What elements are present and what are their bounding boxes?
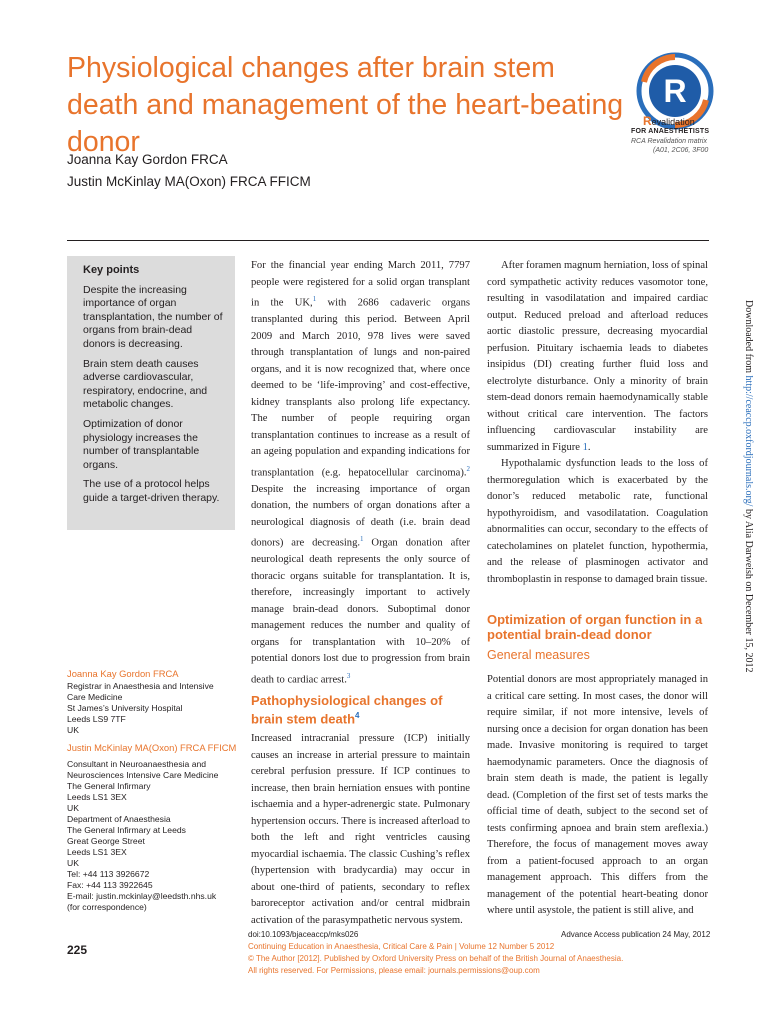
affiliation-line: Neurosciences Intensive Care Medicine (67, 770, 219, 780)
author-affiliations (67, 667, 237, 913)
affiliation-line: (for correspondence) (67, 902, 147, 912)
key-point: Optimization of donor physiology increases the number of transplantable organs. (83, 417, 200, 471)
affiliation-line: Great George Street (67, 836, 145, 846)
affiliation-line: St James’s University Hospital (67, 703, 183, 713)
advance-access-line: Advance Access publication 24 May, 2012 (561, 930, 711, 939)
affiliation-line: Leeds LS1 3EX (67, 792, 127, 802)
pathophysiology-paragraph: Increased intracranial pressure (ICP) initially causes an increase in arterial pressure to maintain cerebral perfusion pressure. If ICP continues to increase, then brain herniation ensues with pontine ischaemia and a hyper-adrenergic state. Pulmonary hypertension occurs. There is increased afterload to both the left and right ventricles causing myocardial ischaemia. The classic Cushing’s reflex (hypertension with bradycardia) may occur in about one-third of patients, secondary to reflex baroreceptor activation and/or central midbrain activation of the parasympathetic nervous system. (251, 733, 470, 926)
figure-ref[interactable]: 1 (582, 441, 588, 453)
body-column-3-bottom (487, 672, 708, 920)
revalidation-codes: (A01, 2C06, 3F00 (653, 147, 709, 154)
hypothalamic-paragraph: Hypothalamic dysfunction leads to the loss of thermoregulation which is exacerbated by the donor’s reduced metabolic rate, functional hypothyroidism, and vasodilatation. Coagulation abnormalities can occur, secondary to the effects of catecholamines on platelet function, hypothermia, and the release of plasminogen activator and thromboplastin in response to damaged brain tissue. (487, 458, 708, 585)
citation-ref[interactable]: 3 (346, 671, 351, 680)
affiliation-author-2: Justin McKinlay MA(Oxon) FRCA FFICM (67, 742, 237, 753)
affiliation-line: Tel: +44 113 3926672 (67, 869, 150, 879)
affiliation-line: The General Infirmary (67, 781, 151, 791)
citation-ref[interactable]: 1 (360, 535, 364, 544)
rights-line[interactable]: All rights reserved. For Permissions, please email: journals.permissions@oup.com (248, 966, 540, 975)
key-point: Brain stem death causes adverse cardiovascular, respiratory, endocrine, and metabolic changes. (83, 357, 208, 411)
article-title: Physiological changes after brain stem death and management of the heart-beating donor (67, 52, 624, 158)
citation-ref[interactable]: 4 (355, 711, 360, 720)
affiliation-line: Leeds LS9 7TF (67, 714, 126, 724)
page-number: 225 (67, 943, 88, 957)
doi-line[interactable]: doi:10.1093/bjaceaccp/mks026 (248, 930, 359, 939)
citation-ref[interactable]: 1 (312, 295, 317, 303)
revalidation-matrix-line: RCA Revalidation matrix (631, 138, 707, 145)
affiliation-line: Leeds LS1 3EX (67, 847, 127, 857)
intro-paragraph: For the financial year ending March 2011, 7797 people were registered for a solid organ transplant in the UK,$^1$ with 2686 cadaveric organs transplanted during this period. Between April 2009 and March 2010, 978 lives were saved through transplantation of lungs and non-paired organs, and it is now recognized that, where once deemed to be ‘life-improving’ and cost-effective, kidney transplants also prolong life expectancy. The number of people requiring organ transplantation continues to increase as a result of an ageing population and expanding indications for transplantation (e.g. hepatocellular carcinoma).$^2$ Despite the increasing importance of organ donation, the numbers of organ donations after a neurological diagnosis of death (i.e. brain dead donors) are decreasing.$^1$ Organ donation after neurological death represents the only source of thoracic organs suitable for transplantation. It is, therefore, increasingly important to actively manage brain-dead donors. Suboptimal donor management reduces the number and quality of organs for transplantation with 10–20% of potential donors lost due to progression from brain death to cardiac arrest.$^3$ (251, 260, 470, 686)
affiliation-line: Care Medicine (67, 692, 123, 702)
key-points-heading: Key points (83, 264, 140, 276)
download-watermark: Downloaded from http://ceaccp.oxfordjournals.org/ by Alia Darweish on December 15, 2012 (743, 300, 754, 673)
body-column-2-bottom (251, 731, 470, 929)
affiliation-line: The General Infirmary at Leeds (67, 825, 186, 835)
logo-letter: R (663, 73, 687, 109)
affiliation-author-1: Joanna Kay Gordon FRCA (67, 668, 179, 679)
body-column-2-top (251, 258, 470, 689)
affiliation-line: Department of Anaesthesia (67, 814, 171, 824)
key-point: Despite the increasing importance of organ transplantation, the number of organs from brain-dead donors is decreasing. (83, 283, 223, 350)
key-point: The use of a protocol helps guide a target-driven therapy. (83, 478, 220, 504)
copyright-line: © The Author [2012]. Published by Oxford University Press on behalf of the British Journal of Anaesthesia. (248, 954, 624, 963)
author-line-2: Justin McKinlay MA(Oxon) FRCA FFICM (67, 174, 311, 189)
affiliation-line: UK (67, 725, 79, 735)
key-points-box (67, 256, 235, 530)
herniation-paragraph: After foramen magnum herniation, loss of spinal cord sympathetic activity reduces vasomotor tone, resulting in vasodilatation and impaired cardiac output. Reduced preload and afterload reduces aortic diastolic pressure, decreasing myocardial perfusion. Pituitary ischaemia leads to diabetes insipidus (DI) creating further fluid loss and electrolyte disturbance. Only a minority of brain stem-dead donors remain haemodynamically stable without critical care intervention. The factors influencing cardiovascular instability are summarized in Figure 1. (487, 260, 708, 453)
subheading-general-measures: General measures (487, 648, 590, 662)
affiliation-email[interactable]: E-mail: justin.mckinlay@leedsth.nhs.uk (67, 891, 217, 901)
affiliation-line: UK (67, 803, 79, 813)
affiliation-line: UK (67, 858, 79, 868)
author-line-1: Joanna Kay Gordon FRCA (67, 152, 228, 167)
revalidation-for-line: FOR ANAESTHETISTS (631, 128, 710, 135)
journal-line: Continuing Education in Anaesthesia, Critical Care & Pain | Volume 12 Number 5 2012 (248, 942, 555, 951)
citation-ref[interactable]: 2 (466, 464, 470, 473)
affiliation-line: Registrar in Anaesthesia and Intensive (67, 681, 214, 691)
general-measures-paragraph: Potential donors are most appropriately managed in a critical care setting. In most cases, the donor will require similar, if not more intensive, levels of nursing once a decision for organ donation has been made. Invasive monitoring is required to target haemodynamic parameters. Once the diagnosis of brain stem death is made, the patient is legally dead. (Completion of the first set of tests marks the official time of death, subject to the second set of tests confirming apnoea and brain stem areflexia.) Therefore, the focus of management moves away from a patient-focused approach to an organ management approach. This differs from the management of the potential heart-beating donor where until asystole, the patient is still alive, and (487, 674, 708, 916)
download-url-link[interactable]: http://ceaccp.oxfordjournals.org/ (743, 375, 754, 507)
affiliation-line: Consultant in Neuroanaesthesia and (67, 759, 207, 769)
body-column-3-top (487, 258, 708, 588)
section-heading-optimization: Optimization of organ function in a potential brain-dead donor (487, 612, 703, 642)
affiliation-line: Fax: +44 113 3922645 (67, 880, 153, 890)
revalidation-wordmark: Revalidation (643, 114, 695, 128)
section-heading-pathophysiology: Pathophysiological changes of brain stem death$^4$ (251, 693, 443, 727)
header-divider (67, 240, 709, 241)
